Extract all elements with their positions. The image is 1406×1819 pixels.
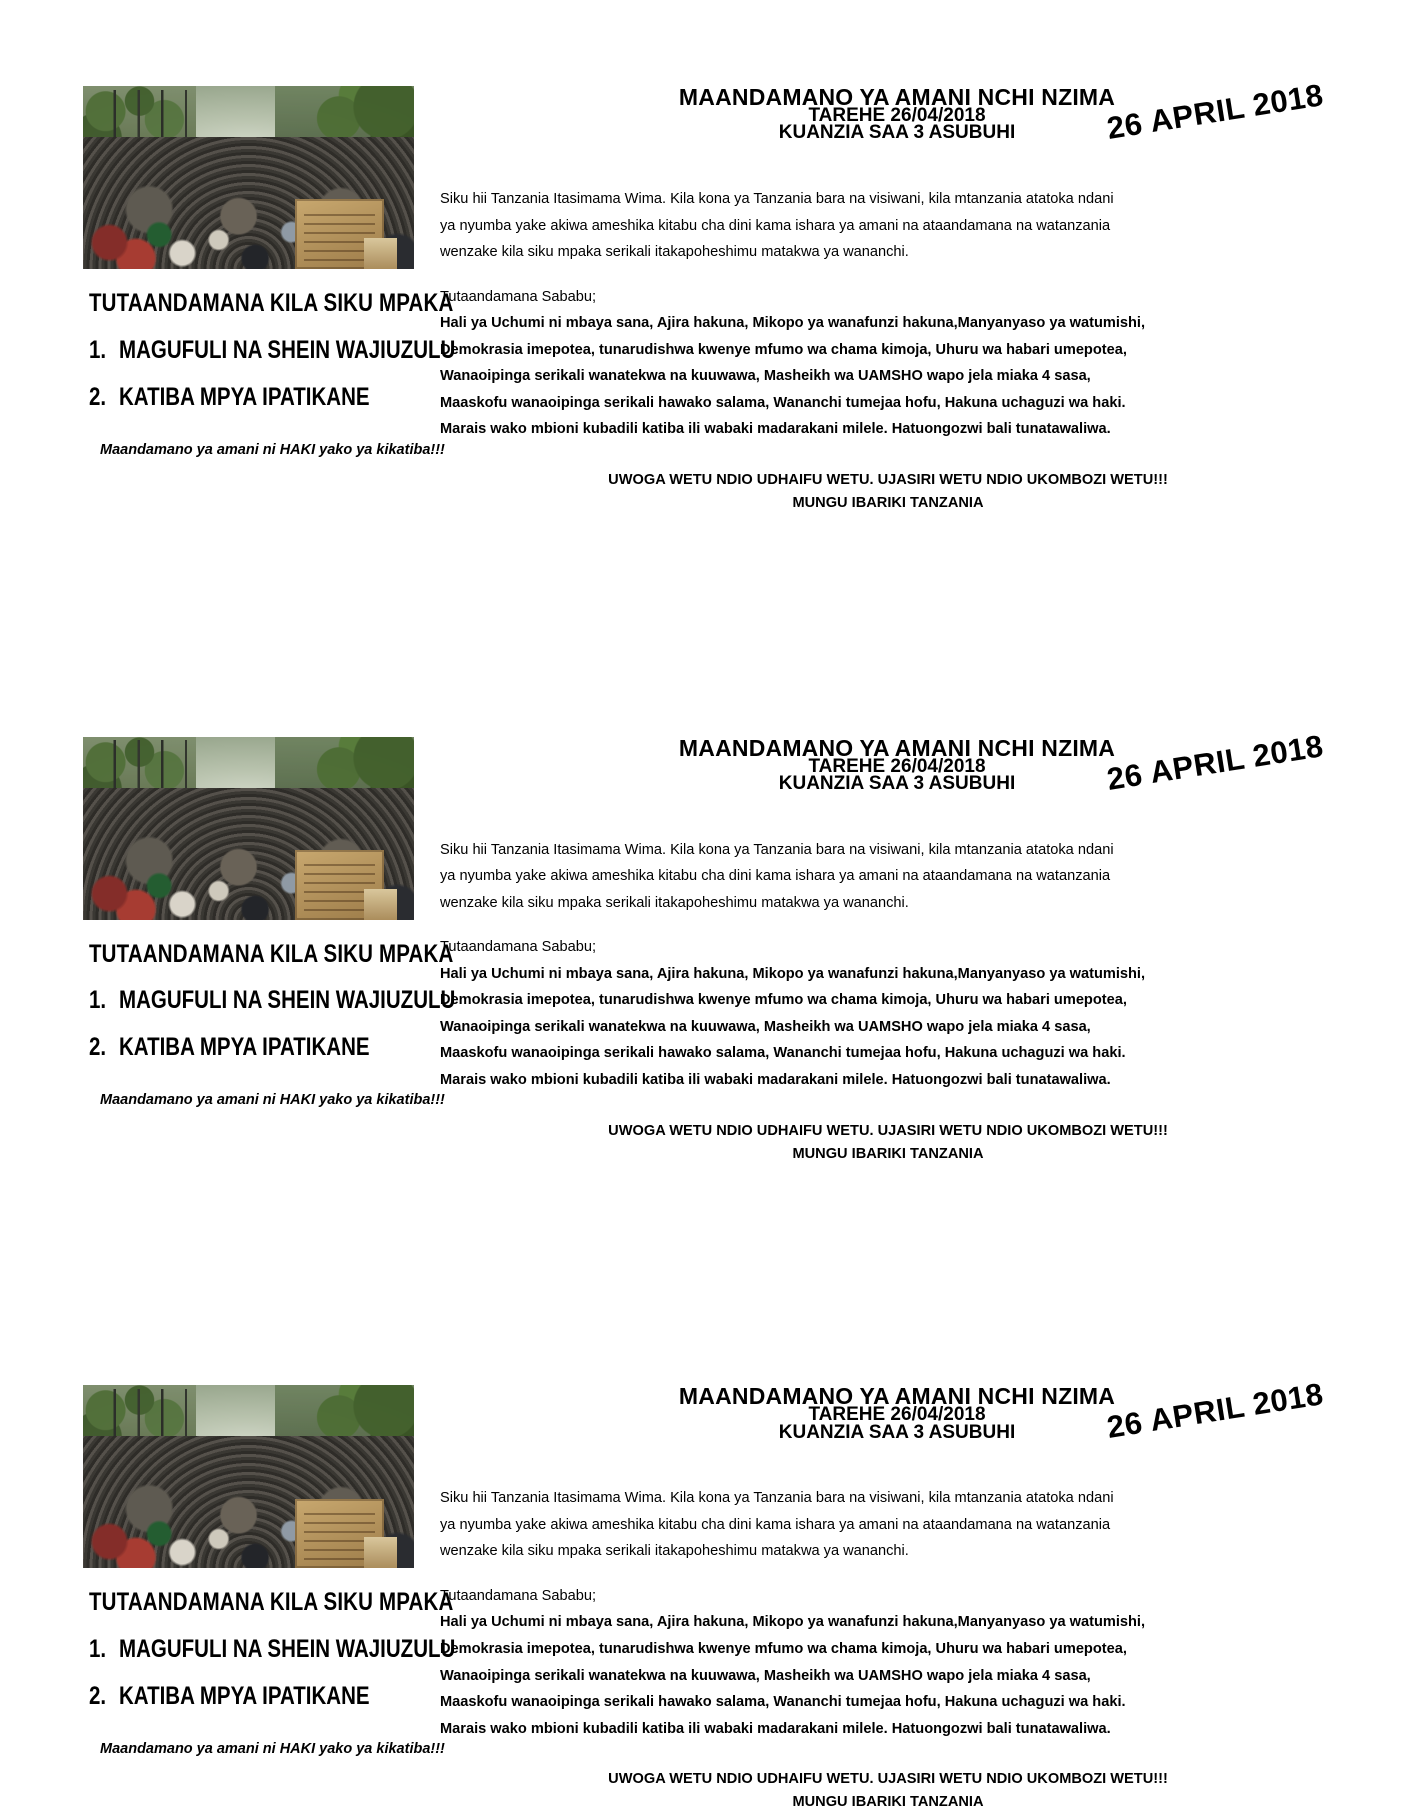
title-time-line: KUANZIA SAA 3 ASUBUHI <box>778 122 1016 144</box>
reason-line: Demokrasia imepotea, tunarudishwa kwenye mfumo wa chama kimoja, Uhuru wa habari umepotea, <box>440 992 1127 1009</box>
title-time-line: KUANZIA SAA 3 ASUBUHI <box>778 1421 1016 1443</box>
list-item-number: 2. <box>89 1681 107 1710</box>
flyer-right-column <box>420 77 1406 516</box>
left-footnote: Maandamano ya amani ni HAKI yako ya kikatiba!!! <box>100 1740 445 1757</box>
intro-paragraph <box>440 1485 1140 1565</box>
left-heading: TUTAANDAMANA KILA SIKU MPAKA <box>89 289 454 317</box>
flyer-right-column <box>420 727 1406 1167</box>
slogan-block <box>440 469 1346 516</box>
flyer-title-block <box>440 727 1346 797</box>
list-item-number: 2. <box>89 1033 107 1062</box>
date-stamp: 26 APRIL 2018 <box>1104 77 1326 146</box>
slogan-line-1: UWOGA WETU NDIO UDHAIFU WETU. UJASIRI WETU NDIO UKOMBOZI WETU!!! <box>608 1771 1168 1788</box>
left-footnote: Maandamano ya amani ni HAKI yako ya kikatiba!!! <box>100 441 445 458</box>
intro-line: ya nyumba yake akiwa ameshika kitabu cha dini kama ishara ya amani na ataandamana na watanzania <box>440 868 1111 885</box>
list-item-number: 1. <box>89 986 107 1015</box>
crowd-protest-photo <box>83 1385 414 1568</box>
reasons-paragraph <box>440 1609 1180 1742</box>
block-spacer <box>0 516 1406 624</box>
intro-line: Siku hii Tanzania Itasimama Wima. Kila kona ya Tanzania bara na visiwani, kila mtanzania atatoka ndani <box>440 1490 1114 1507</box>
block-spacer <box>0 1166 1406 1272</box>
photo-placard-small <box>364 1537 397 1568</box>
reason-line: Marais wako mbioni kubadili katiba ili wabaki madarakani milele. Hatuongozwi bali tunatawaliwa. <box>440 1720 1111 1737</box>
title-time-line: KUANZIA SAA 3 ASUBUHI <box>778 772 1016 794</box>
slogan-line-2: MUNGU IBARIKI TANZANIA <box>792 1145 984 1162</box>
page-title: MAANDAMANO YA AMANI NCHI NZIMA <box>678 1383 1116 1410</box>
list-item-number: 1. <box>89 335 107 364</box>
reason-line: Wanaoipinga serikali wanatekwa na kuuwawa, Masheikh wa UAMSHO wapo jela miaka 4 sasa, <box>440 1018 1091 1035</box>
reason-line: Demokrasia imepotea, tunarudishwa kwenye mfumo wa chama kimoja, Uhuru wa habari umepotea, <box>440 1640 1127 1657</box>
flyer-right-column <box>420 1376 1406 1815</box>
intro-paragraph <box>440 186 1140 266</box>
intro-line: wenzake kila siku mpaka serikali itakapoheshimu matakwa ya wananchi. <box>440 244 909 261</box>
list-item <box>89 1634 456 1664</box>
slogan-block <box>440 1120 1346 1167</box>
photo-placard-small <box>364 238 397 269</box>
reason-line: Hali ya Uchumi ni mbaya sana, Ajira hakuna, Mikopo ya wanafunzi hakuna,Manyanyaso ya watumishi, <box>440 1614 1146 1631</box>
intro-line: wenzake kila siku mpaka serikali itakapoheshimu matakwa ya wananchi. <box>440 1543 909 1560</box>
intro-line: wenzake kila siku mpaka serikali itakapoheshimu matakwa ya wananchi. <box>440 894 909 911</box>
title-date-line: TAREHE 26/04/2018 <box>808 105 986 126</box>
intro-line: ya nyumba yake akiwa ameshika kitabu cha dini kama ishara ya amani na ataandamana na watanzania <box>440 1516 1111 1533</box>
reasons-label: Tutaandamana Sababu; <box>440 1587 597 1604</box>
list-item-number: 2. <box>89 382 107 411</box>
reason-line: Maaskofu wanaoipinga serikali hawako salama, Wananchi tumejaa hofu, Hakuna uchaguzi wa haki. <box>440 1045 1126 1062</box>
slogan-line-1: UWOGA WETU NDIO UDHAIFU WETU. UJASIRI WETU NDIO UKOMBOZI WETU!!! <box>608 1122 1168 1139</box>
slogan-line-1: UWOGA WETU NDIO UDHAIFU WETU. UJASIRI WETU NDIO UKOMBOZI WETU!!! <box>608 471 1168 488</box>
intro-line: Siku hii Tanzania Itasimama Wima. Kila kona ya Tanzania bara na visiwani, kila mtanzania atatoka ndani <box>440 191 1114 207</box>
slogan-block <box>440 1768 1346 1815</box>
demands-list <box>83 1634 456 1711</box>
list-item <box>89 1033 420 1062</box>
reason-line: Demokrasia imepotea, tunarudishwa kwenye mfumo wa chama kimoja, Uhuru wa habari umepotea, <box>440 341 1127 358</box>
list-item-label: KATIBA MPYA IPATIKANE <box>119 1033 370 1062</box>
flyer-left-column <box>0 737 456 1167</box>
list-item-label: MAGUFULI NA SHEIN WAJIUZULU <box>119 335 456 364</box>
left-footnote: Maandamano ya amani ni HAKI yako ya kikatiba!!! <box>100 1092 445 1109</box>
list-item <box>89 986 456 1015</box>
list-item <box>89 1682 420 1711</box>
list-item-number: 1. <box>89 1634 107 1663</box>
crowd-protest-photo <box>83 737 414 920</box>
intro-paragraph <box>440 837 1140 917</box>
reasons-paragraph <box>440 961 1180 1094</box>
list-item-label: MAGUFULI NA SHEIN WAJIUZULU <box>119 1634 456 1663</box>
date-stamp: 26 APRIL 2018 <box>1104 1376 1326 1446</box>
list-item-label: MAGUFULI NA SHEIN WAJIUZULU <box>119 986 456 1015</box>
flyer-title-block <box>440 77 1346 146</box>
reason-line: Wanaoipinga serikali wanatekwa na kuuwawa, Masheikh wa UAMSHO wapo jela miaka 4 sasa, <box>440 368 1091 385</box>
reason-line: Wanaoipinga serikali wanatekwa na kuuwawa, Masheikh wa UAMSHO wapo jela miaka 4 sasa, <box>440 1667 1091 1684</box>
flyer-block <box>0 0 1406 516</box>
reason-line: Maaskofu wanaoipinga serikali hawako salama, Wananchi tumejaa hofu, Hakuna uchaguzi wa haki. <box>440 1694 1126 1711</box>
reasons-label: Tutaandamana Sababu; <box>440 288 597 305</box>
flyer-left-column <box>0 86 456 516</box>
reasons-label: Tutaandamana Sababu; <box>440 939 597 956</box>
list-item <box>89 383 420 412</box>
list-item-label: KATIBA MPYA IPATIKANE <box>119 1681 370 1710</box>
intro-line: Siku hii Tanzania Itasimama Wima. Kila kona ya Tanzania bara na visiwani, kila mtanzania atatoka ndani <box>440 841 1114 858</box>
reasons-paragraph <box>440 310 1180 443</box>
demands-list <box>83 335 456 412</box>
date-stamp: 26 APRIL 2018 <box>1104 727 1326 797</box>
flyer-title-block <box>440 1376 1346 1446</box>
flyer-block <box>0 1272 1406 1815</box>
intro-line: ya nyumba yake akiwa ameshika kitabu cha dini kama ishara ya amani na ataandamana na watanzania <box>440 217 1111 234</box>
list-item-label: KATIBA MPYA IPATIKANE <box>119 382 370 411</box>
title-date-line: TAREHE 26/04/2018 <box>808 755 986 777</box>
slogan-line-2: MUNGU IBARIKI TANZANIA <box>792 1794 984 1811</box>
title-date-line: TAREHE 26/04/2018 <box>808 1404 986 1426</box>
reason-line: Marais wako mbioni kubadili katiba ili wabaki madarakani milele. Hatuongozwi bali tunatawaliwa. <box>440 421 1111 438</box>
left-heading: TUTAANDAMANA KILA SIKU MPAKA <box>89 1588 454 1617</box>
page-title: MAANDAMANO YA AMANI NCHI NZIMA <box>678 734 1116 761</box>
reason-line: Marais wako mbioni kubadili katiba ili wabaki madarakani milele. Hatuongozwi bali tunatawaliwa. <box>440 1071 1111 1088</box>
crowd-protest-photo <box>83 86 414 269</box>
slogan-line-2: MUNGU IBARIKI TANZANIA <box>792 495 984 512</box>
left-heading: TUTAANDAMANA KILA SIKU MPAKA <box>89 939 454 968</box>
page-title: MAANDAMANO YA AMANI NCHI NZIMA <box>678 84 1116 110</box>
demands-list <box>83 986 456 1062</box>
photo-placard-small <box>364 889 397 920</box>
reason-line: Hali ya Uchumi ni mbaya sana, Ajira hakuna, Mikopo ya wanafunzi hakuna,Manyanyaso ya watumishi, <box>440 315 1146 332</box>
flyer-left-column <box>0 1385 456 1815</box>
reason-line: Maaskofu wanaoipinga serikali hawako salama, Wananchi tumejaa hofu, Hakuna uchaguzi wa haki. <box>440 394 1126 411</box>
reason-line: Hali ya Uchumi ni mbaya sana, Ajira hakuna, Mikopo ya wanafunzi hakuna,Manyanyaso ya watumishi, <box>440 965 1146 982</box>
list-item <box>89 335 456 365</box>
flyer-block <box>0 624 1406 1167</box>
